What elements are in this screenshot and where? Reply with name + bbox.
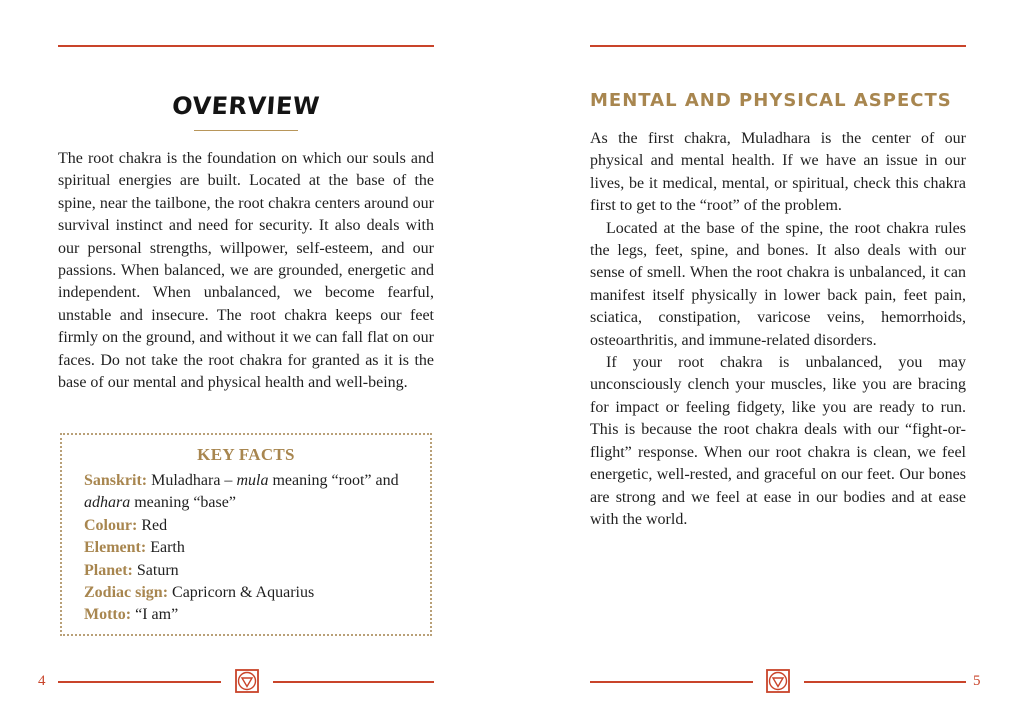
- root-chakra-icon: [764, 667, 792, 695]
- overview-paragraph: The root chakra is the foundation on which our souls and spiritual energies are built. Located at the base of the spine, near the tailbone, the root chakra centers around our survival instinct and need for security. It also deals with our personal strengths, willpower, self-esteem, and our passions. When balanced, we are grounded, energetic and independent. When unbalanced, we become fearful, unstable and insecure. The root chakra keeps our feet firmly on the ground, and without it we can fall flat on our faces. Do not take the root chakra for granted as it is the base of our mental and physical health and well-being.: [58, 150, 434, 392]
- fact-zodiac: [84, 582, 414, 604]
- aspects-text: [590, 128, 966, 531]
- fact-label: Planet:: [84, 561, 133, 579]
- fact-value: Muladhara –: [151, 472, 237, 489]
- fact-planet: [84, 560, 414, 582]
- fact-label: Sanskrit:: [84, 472, 148, 489]
- aspects-paragraph-1: As the first chakra, Muladhara is the center of our physical and mental health. If we have an issue in our lives, be it medical, mental, or spiritual, check this chakra first to get to the “root” of the problem.: [590, 130, 966, 215]
- fact-value: meaning “base”: [130, 494, 236, 512]
- fact-motto: [84, 604, 414, 626]
- page-title: OVERVIEW: [171, 92, 321, 120]
- title-underline: [194, 130, 298, 131]
- key-facts-list: [84, 470, 414, 627]
- fact-value-italic: mula: [236, 472, 269, 489]
- fact-label: Element:: [84, 539, 147, 557]
- footer-rule-right-b: [804, 681, 966, 683]
- fact-label: Motto:: [84, 606, 132, 624]
- root-chakra-icon: [233, 667, 261, 695]
- fact-value: meaning “root” and: [268, 472, 399, 489]
- footer-rule-left-a: [58, 681, 221, 683]
- fact-value: Capricorn & Aquarius: [172, 584, 315, 602]
- fact-label: Zodiac sign:: [84, 584, 169, 602]
- aspects-paragraph-2: Located at the base of the spine, the root chakra rules the legs, feet, spine, and bones. It also deals with our sense of smell. When the root chakra is unbalanced, it can manifest itself physically in lower back pain, feet pain, sciatica, constipation, varicose veins, hemorrhoids, osteoarthritis, and immune-related disorders.: [590, 219, 966, 349]
- aspects-paragraph-3: If your root chakra is unbalanced, you may unconsciously clench your muscles, like you are bracing for impact or feeling fidgety, like you are ready to run. This is because the root chakra deals with our “fight-or-flight” response. When our root chakra is clean, we feel energetic, well-rested, and graceful on our feet. Our bones are strong and we feel at ease in our bodies and at ease with the world.: [590, 354, 966, 528]
- right-page: [590, 0, 966, 722]
- section-heading: MENTAL AND PHYSICAL ASPECTS: [590, 90, 952, 111]
- fact-element: [84, 537, 414, 559]
- page-number-left: 4: [38, 673, 46, 689]
- fact-value: Red: [141, 516, 168, 534]
- fact-colour: [84, 515, 414, 537]
- fact-value: Earth: [150, 539, 185, 557]
- page-number-right: 5: [973, 673, 981, 689]
- fact-value-italic: adhara: [84, 494, 131, 512]
- key-facts-box: [60, 433, 432, 636]
- fact-value: Saturn: [136, 561, 179, 579]
- fact-label: Colour:: [84, 516, 138, 534]
- fact-value: “I am”: [135, 606, 179, 624]
- footer-rule-right-a: [590, 681, 753, 683]
- fact-sanskrit: [84, 470, 414, 515]
- footer-rule-left-b: [273, 681, 434, 683]
- key-facts-title: KEY FACTS: [197, 445, 295, 464]
- left-page: [58, 0, 434, 722]
